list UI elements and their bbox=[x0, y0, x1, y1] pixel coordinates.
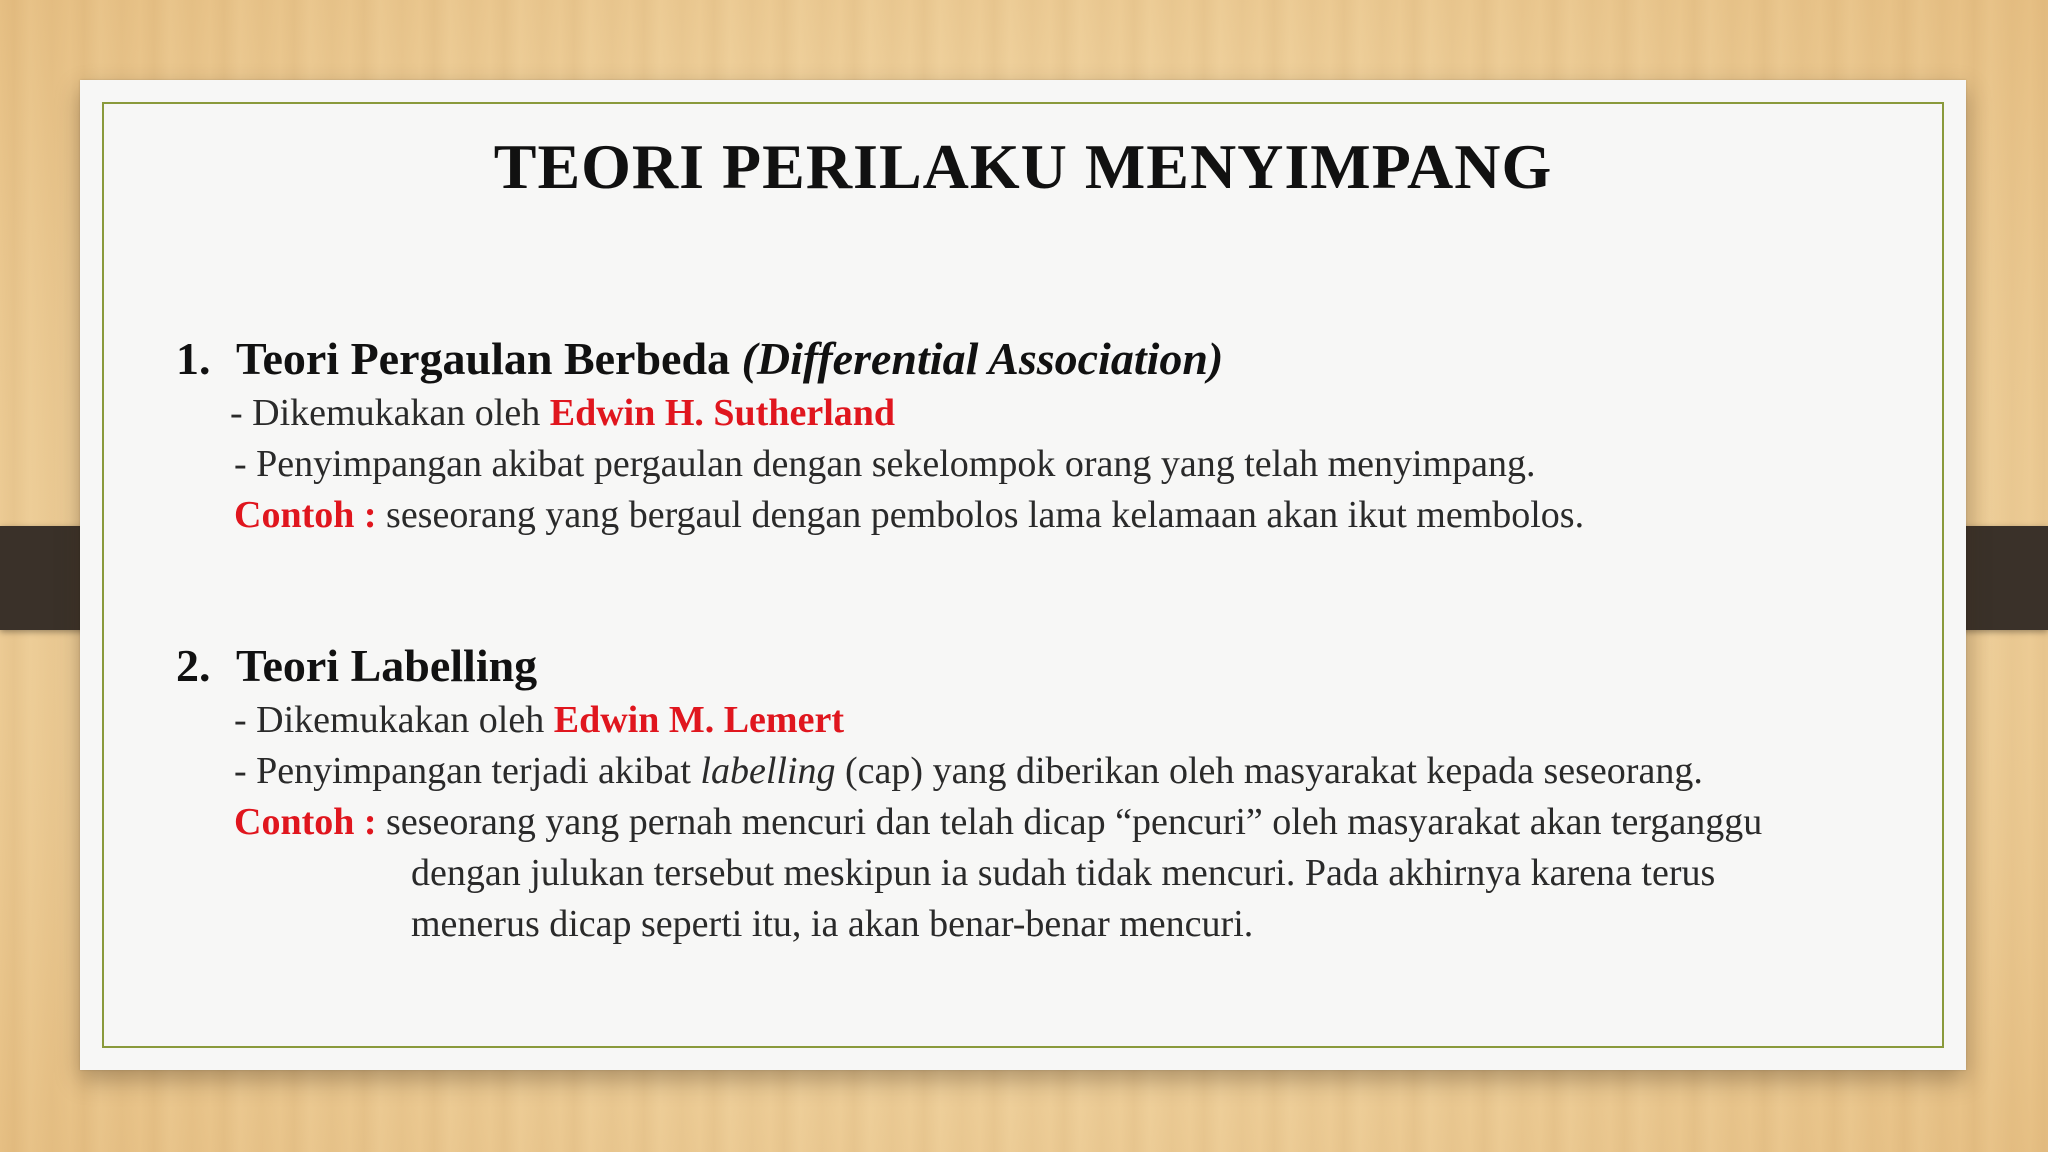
theory-2-proponent-line bbox=[176, 695, 1762, 746]
theory-2-example-line-1: seseorang yang pernah mencuri dan telah dicap “pencuri” oleh masyarakat akan terganggu bbox=[376, 801, 1763, 843]
theory-1-example-label: Contoh : bbox=[234, 494, 377, 536]
theory-2-description-prefix: - Penyimpangan terjadi akibat bbox=[234, 750, 701, 792]
theory-1-name: Teori Pergaulan Berbeda bbox=[236, 333, 742, 384]
theory-2-example-line bbox=[176, 797, 1762, 848]
slide-title: TEORI PERILAKU MENYIMPANG bbox=[493, 131, 1553, 202]
theory-1-example-line bbox=[176, 490, 1584, 541]
theory-2-number: 2. bbox=[176, 640, 211, 691]
theory-2-section bbox=[176, 637, 1762, 950]
theory-1-proponent-line bbox=[176, 388, 1584, 439]
theory-2-proponent: Edwin M. Lemert bbox=[553, 699, 844, 741]
theory-1-proponent: Edwin H. Sutherland bbox=[549, 392, 896, 434]
theory-1-proponent-prefix: - Dikemukakan oleh bbox=[230, 392, 550, 434]
theory-2-example-line-3: menerus dicap seperti itu, ia akan benar-benar mencuri. bbox=[411, 903, 1254, 945]
theory-1-number: 1. bbox=[176, 333, 211, 384]
theory-1-section bbox=[176, 330, 1584, 541]
theory-1-example-text: seseorang yang bergaul dengan pembolos lama kelamaan akan ikut membolos. bbox=[376, 494, 1585, 536]
slide-card bbox=[80, 80, 1966, 1070]
theory-2-example-label: Contoh : bbox=[234, 801, 377, 843]
theory-1-description: - Penyimpangan akibat pergaulan dengan sekelompok orang yang telah menyimpang. bbox=[234, 443, 1536, 485]
theory-1-name-english: (Differential Association) bbox=[741, 333, 1224, 384]
theory-2-description bbox=[176, 746, 1762, 797]
theory-2-name: Teori Labelling bbox=[236, 640, 538, 691]
theory-2-description-suffix: (cap) yang diberikan oleh masyarakat kepada seseorang. bbox=[835, 750, 1703, 792]
theory-1-heading bbox=[176, 330, 1584, 388]
theory-2-example-line-2: dengan julukan tersebut meskipun ia sudah tidak mencuri. Pada akhirnya karena terus bbox=[411, 852, 1716, 894]
theory-2-heading bbox=[176, 637, 1762, 695]
theory-2-description-term: labelling bbox=[700, 750, 836, 792]
theory-2-proponent-prefix: - Dikemukakan oleh bbox=[234, 699, 554, 741]
